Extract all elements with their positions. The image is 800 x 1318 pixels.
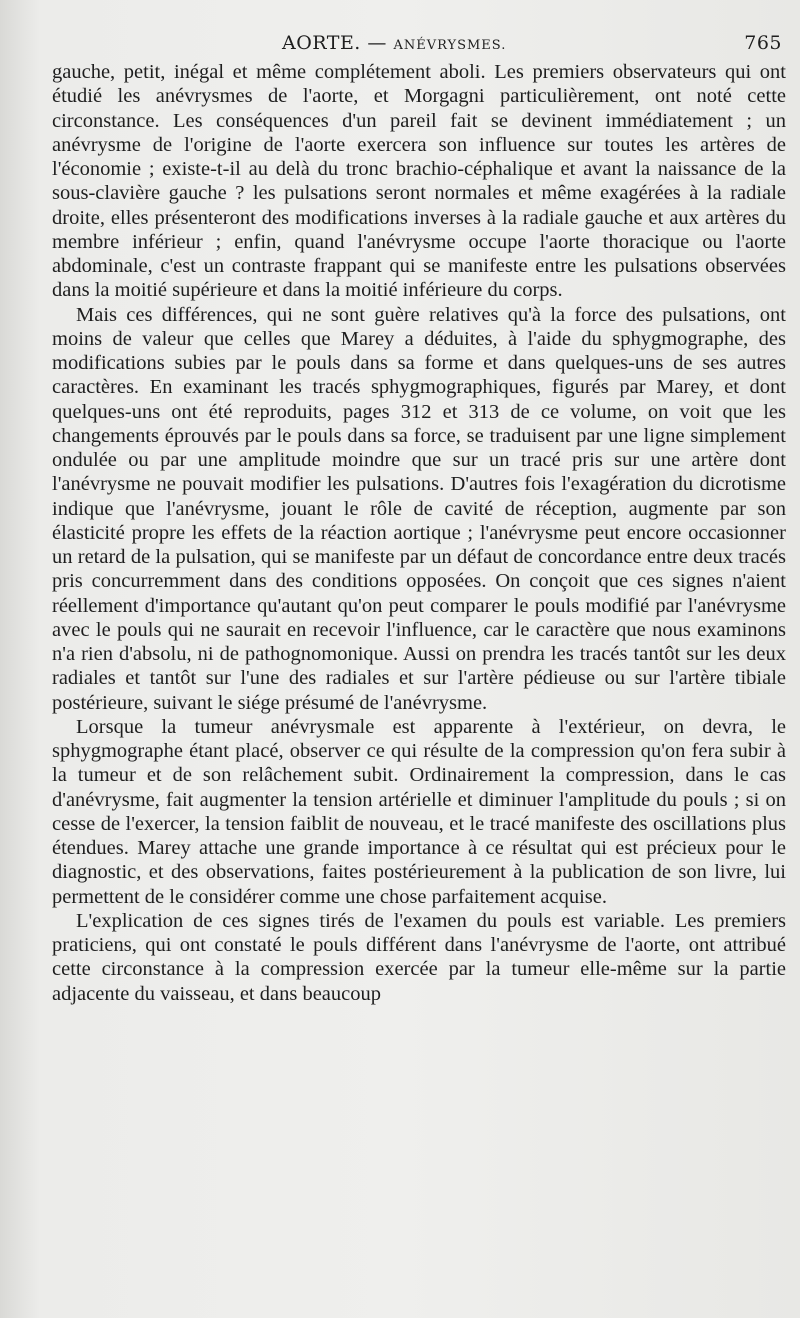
body-text	[52, 60, 786, 1006]
running-title	[282, 32, 506, 54]
paragraph-continuation: gauche, petit, inégal et même complétement aboli. Les premiers observateurs qui ont étudié les anévrysmes de l'aorte, et Morgagni particulièrement, ont noté cette circonstance. Les conséquences d'un pareil fait se devinent immédiatement ; un anévrysme de l'origine de l'aorte exercera son influence sur toutes les artères de l'économie ; existe-t-il au delà du tronc brachio-céphalique et avant la naissance de la sous-clavière gauche ? les pulsations seront normales et même exagérées à la radiale droite, elles présenteront des modifications inverses à la radiale gauche et aux artères du membre inférieur ; enfin, quand l'anévrysme occupe l'aorte thoracique ou l'aorte abdominale, c'est un contraste frappant qui se manifeste entre les pulsations observées dans la moitié supérieure et dans la moitié inférieure du corps.	[52, 61, 786, 302]
paragraph-compression: Lorsque la tumeur anévrysmale est apparente à l'extérieur, on devra, le sphygmographe étant placé, observer ce qui résulte de la compression qu'on fera subir à la tumeur et de son relâchement subit. Ordinairement la compression, dans le cas d'anévrysme, fait augmenter la tension artérielle et diminuer l'amplitude du pouls ; si on cesse de l'exercer, la tension faiblit de nouveau, et le tracé manifeste des oscillations plus étendues. Marey attache une grande importance à ce résultat qui est précieux pour le diagnostic, et des observations, faites postérieurement à la publication de son livre, lui permettent de le considérer comme une chose parfaitement acquise.	[52, 715, 786, 908]
page-number: 765	[744, 32, 782, 54]
running-title-dash: —	[360, 32, 394, 54]
paragraph-explanation: L'explication de ces signes tirés de l'examen du pouls est variable. Les premiers praticiens, qui ont constaté le pouls différent dans l'anévrysme de l'aorte, ont attribué cette circonstance à la compression exercée par la tumeur elle-même sur la partie adjacente du vaisseau, et dans beaucoup	[52, 909, 786, 1005]
running-title-main: AORTE.	[282, 32, 361, 54]
paragraph-sphygmograph: Mais ces différences, qui ne sont guère relatives qu'à la force des pulsations, ont moins de valeur que celles que Marey a déduites, à l'aide du sphygmographe, des modifications subies par le pouls dans sa forme et dans quelques-uns de ses autres caractères. En examinant les tracés sphygmographiques, figurés par Marey, et dont quelques-uns ont été reproduits, pages 312 et 313 de ce volume, on voit que les changements éprouvés par le pouls dans sa force, se traduisent par une ligne simplement ondulée ou par une amplitude moindre que sur un tracé pris sur une artère dont l'anévrysme ne pouvait modifier les pulsations. D'autres fois l'exagération du dicrotisme indique que l'anévrysme, jouant le rôle de cavité de réception, augmente par son élasticité propre les effets de la réaction aortique ; l'anévrysme peut encore occasionner un retard de la pulsation, qui se manifeste par un défaut de concordance entre deux tracés pris concurremment dans des conditions opposées. On conçoit que ces signes n'aient réellement d'importance qu'autant qu'on peut comparer le pouls modifié par l'anévrysme avec le pouls qui ne saurait en recevoir l'influence, car le caractère que nous examinons n'a rien d'absolu, ni de pathognomonique. Aussi on prendra les tracés tantôt sur les deux radiales et tantôt sur l'une des radiales et sur l'artère pédieuse ou sur l'artère tibiale postérieure, suivant le siége présumé de l'anévrysme.	[52, 303, 786, 714]
running-title-sub: ANÉVRYSMES.	[393, 38, 507, 53]
running-head	[52, 30, 786, 60]
